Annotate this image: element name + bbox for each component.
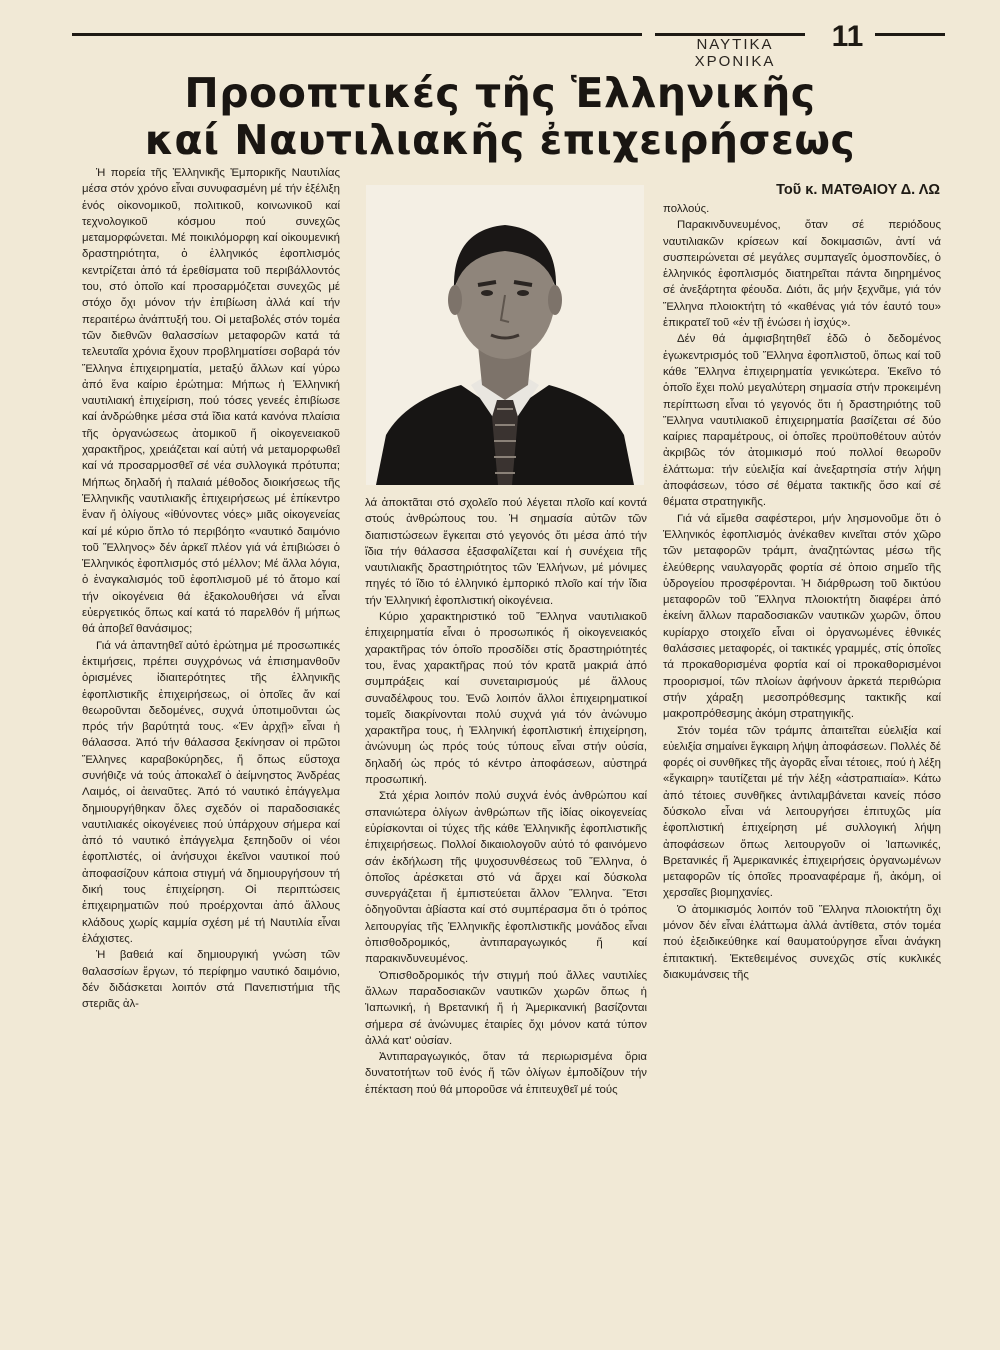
- paragraph: Στόν τομέα τῶν τράμπς ἀπαιτεῖται εὐελιξία καί εὐελιξία σημαίνει ἔγκαιρη λήψη ἀποφάσεων. Πολλές δέ φορές οἱ συνθῆκες τῆς ἀγορᾶς εἶναι τέτοιες, πού ἡ λέξη «ἔγκαιρη» ταυτίζεται μέ τήν λέξη «ἀστραπιαία». Κάτω ἀπό τέτοιες συνθῆκες ἀντιλαμβάνεται κανείς πόσο δύσκολο εἶναι νά λειτουργήσει ἐπιτυχῶς μία ἐφοπλιστική ἐπιχείρηση μέ συλλογική λήψη ἀποφάσεων ὅπως λειτουργοῦν οἱ Ἰαπωνικές, Βρετανικές ἤ Ἀμερικανικές ἐπιχειρήσεις ὀργανωμένων μεταφορῶν τίς ὁποῖες προαναφέραμε ἤ, ἀκόμη, οἱ χερσαῖες βιομηχανίες.: [663, 724, 941, 900]
- title-line: καί Ναυτιλιακῆς ἐπιχειρήσεως: [144, 116, 856, 164]
- paragraph: πολλούς.: [663, 203, 710, 215]
- paragraph: Ἡ βαθειά καί δημιουργική γνώση τῶν θαλασσίων ἔργων, τό περίφημο ναυτικό δαιμόνιο, δέν διδάσκεται λοιπόν στά Πανεπιστήμια τῆς στεριᾶς ἀλ-: [82, 949, 340, 1011]
- byline: Τοῦ κ. ΜΑΤΘΑΙΟΥ Δ. ΛΩ: [776, 182, 940, 198]
- paragraph: Ὁ ἀτομικισμός λοιπόν τοῦ Ἕλληνα πλοιοκτήτη ὄχι μόνον δέν εἶναι ἐλάττωμα ἀλλά ἀντίθετα, στόν τομέα πού ἐξειδικεύθηκε καί θαυματούργησε εἶναι ἀνάγκη ἐπιτακτική. Ἐκτεθειμένος συνεχῶς στίς κυκλικές διακυμάνσεις τῆς: [663, 903, 941, 981]
- paragraph: Γιά νά ἀπαντηθεῖ αὐτό ἐρώτημα μέ προσωπικές ἐκτιμήσεις, πρέπει συγχρόνως νά ἐπισημανθοῦν ὁρισμένες ἰδιαιτερότητες τῆς ἑλληνικῆς ἐφοπλιστικῆς ἐπιχειρήσεως, οἱ ὁποῖες ἄν καί θεωροῦνται δεδομένες, συχνά ὑποτιμοῦνται ὡς πρός τήν βαρύτητά τους. «Ἐν ἀρχῇ» εἶναι ἡ θάλασσα. Ἀπό τήν θάλασσα ξεκίνησαν οἱ πρῶτοι Ἕλληνες καραβοκύρηδες, ἤ ὅπως εὔστοχα συνήθιζε νά τούς ἀποκαλεῖ ὁ ἀείμνηστος Ἀνδρέας Λαιμός, οἱ ἀειναῦτες. Ἀπό τό ναυτικό ἐπάγγελμα δημιουργήθηκαν ὅλες σχεδόν οἱ παραδοσιακές ναυτιλιακές οἰκογένειες πού ὑπάρχουν σήμερα καί ἀπό τό ναυτικό ἐπάγγελμα ξεπηδοῦν οἱ νέοι ἐφοπλιστές, οἱ ἀνήσυχοι ἐκεῖνοι ναυτικοί πού ἀποφασίζουν κάποια στιγμή νά δημιουργήσουν τή δική τους ἐπιχείρηση. Οἱ περιπτώσεις ἐπιχειρηματιῶν πού προέρχονται ἀπό ἄλλους κλάδους χωρίς καμμία σχέση μέ τή Ναυτιλία εἶναι ἐλάχιστες.: [82, 639, 340, 945]
- paragraph: Γιά νά εἴμεθα σαφέστεροι, μήν λησμονοῦμε ὅτι ὁ Ἑλληνικός ἐφοπλισμός ἀνέκαθεν κινεῖται στόν χῶρο τῶν μεταφορῶν τράμπ, ἀναζητώντας μέσω τῆς ἐλεύθερης ναυλαγορᾶς φορτία σέ ὁποιο σημεῖο τῆς ὑδρογείου προσφέρονται. Ἡ διάρθρωση τοῦ δικτύου μεταφορῶν τοῦ Ἕλληνα πλοιοκτήτη διαφέρει ἀπό ἐκείνη ἄλλων παραδοσιακῶν ναυτικῶν χωρῶν, ὅπου κυρίαρχο στοιχεῖο εἶναι οἱ ὀργανωμένες ἐθνικές θαλάσσιες μεταφορές, οἱ τακτικές γραμμές, στίς ὁποῖες τά προκαθορισμένα φορτία καί οἱ προκαθορισμένοι προορισμοί, τῶν πλοίων ἀφήνουν ἀρκετά περιθώρια στήν χάραξη μεσοπρόθεσμης τακτικῆς καί μακροπρόθεσμης ἀκόμη στρατηγικῆς.: [663, 512, 941, 721]
- paragraph: Ὀπισθοδρομικός τήν στιγμή πού ἄλλες ναυτιλίες ἄλλων παραδοσιακῶν ναυτικῶν χωρῶν ὅπως ἡ Ἰαπωνική, ἡ Βρετανική ἤ ἡ Ἀμερικανική βασίζονται σήμερα σέ ἀνώνυμες ἑταιρίες ὄχι μόνον κατά τύπον ἀλλά κατ' οὐσίαν.: [365, 969, 647, 1047]
- text-column-1: [82, 165, 340, 1315]
- running-head: ΝΑΥΤΙΚΑ ΧΡΟΝΙΚΑ: [694, 36, 776, 70]
- author-portrait: [366, 185, 644, 485]
- paragraph: Παρακινδυνευμένος, ὅταν σέ περιόδους ναυτιλιακῶν κρίσεων καί δοκιμασιῶν, ἀντί νά συσπειρώνεται σέ μεγάλες συμπαγεῖς ὁμοσπονδίες, ὁ ἑλληνικός ἐφοπλισμός διατηρεῖται πάντα διηρημένος σέ ἀνεξάρτητα φέουδα. Διότι, ἄς μήν ξεχνᾶμε, γιά τόν Ἕλληνα πλοιοκτήτη τό «καθένας γιά τόν ἑαυτό του» ἐπικρατεῖ τοῦ «ἐν τῇ ἑνώσει ἡ ἰσχύς».: [663, 219, 941, 330]
- text-column-3: [663, 201, 941, 1315]
- header-rule: [72, 33, 642, 36]
- article-title: [120, 70, 880, 164]
- paragraph: Ἡ πορεία τῆς Ἑλληνικῆς Ἐμπορικῆς Ναυτιλίας μέσα στόν χρόνο εἶναι συνυφασμένη μέ τήν ἐξέλιξη ἑνός οἰκονομικοῦ, πολιτικοῦ, κοινωνικοῦ καί τεχνολογικοῦ κόσμου πού συνεχῶς μεταμορφώνεται. Μέ ποικιλόμορφη καί οἰκουμενική δραστηριότητα, ὁ ἑλληνικός ἐφοπλισμός κεντρίζεται ἀπό τά ἐρεθίσματα τοῦ περιβάλλοντός του, στό ὁποῖο καί προσαρμόζεται συνεχῶς μέ στόχο ὄχι μόνον τήν ἐπιβίωση ἀλλά καί τήν περαιτέρω ἀνάπτυξή του. Οἱ μεταβολές στόν τομέα τῶν διεθνῶν θαλασσίων μεταφορῶν κατά τά τελευταῖα χρόνια ἔχουν προβληματίσει σοβαρά τόν Ἕλληνα ἐπιχειρηματία, μεταξύ ἄλλων καί γύρω ἀπό ἕνα καίριο ἐρώτημα: Μήπως ἡ Ἑλληνική ναυτιλιακή ἐπιχείριση, πού τόσες γενεές ἐπιβίωσε καί ἀνδρώθηκε μέσα στά ἴδια κατά κανόνα πλαίσια τῆς ὀργανώσεως ἀτομικοῦ ἤ οἰκογενειακοῦ χαρακτῆρος, χρειάζεται καί αὐτή νά μεταμορφωθεῖ καί νά προσαρμοσθεῖ σέ νέα συλλογικά πρότυπα; Μήπως δηλαδή ἡ παλαιά μέθοδος διοικήσεως τῆς Ἑλληνικῆς ναυτιλιακῆς ἐπιχειρήσεως μέ ἐπίκεντρο ἕναν ἤ ὀλίγους «ἰθύνοντες νόες» μιᾶς οἰκογενείας καί μέ κύριο ὅπλο τό περιβόητο «ναυτικό δαιμόνιο τοῦ Ἕλληνος» δέν ἀρκεῖ πλέον γιά νά ἐπιβιώσει ὁ Ἑλληνικός ἐφοπλισμός στό μέλλον; Μέ ἄλλα λόγια, ὁ ἐναγκαλισμός τοῦ ἐφοπλισμοῦ μέ τό ἄτομο καί τήν οἰκογένεια θά ἐξακολουθήσει νά εἶναι εὐεργετικός ὅπως καί κατά τό παρελθόν ἤ μήπως θά ἀποβεῖ θανάσιμος;: [82, 167, 340, 636]
- title-line: Προοπτικές τῆς Ἑλληνικῆς: [184, 69, 816, 117]
- paragraph: Στά χέρια λοιπόν πολύ συχνά ἑνός ἀνθρώπου καί σπανιώτερα ὀλίγων ἀνθρώπων τῆς ἰδίας οἰκογενείας εὑρίσκονται οἱ τύχες τῆς κάθε Ἑλληνικῆς ἐφοπλιστικῆς ἐπιχειρήσεως. Πολλοί δικαιολογοῦν αὐτό τό φαινόμενο σάν ἐκδήλωση τῆς ψυχοσυνθέσεως τοῦ Ἕλληνα, ὁ ὁποῖος ἀρέσκεται στό νά ἄρχει καί δύσκολα συνεργάζεται ἤ ἐμπιστεύεται ἄλλον Ἕλληνα. Ἔτσι ὁδηγοῦνται ἀβίαστα καί στό συμπέρασμα ὅτι ὁ τρόπος λειτουργίας τῆς Ἑλληνικῆς ἐφοπλιστικῆς μονάδος εἶναι ὀπισθοδρομικός, ἀντιπαραγωγικός ἤ καί παρακινδυνευμένος.: [365, 790, 647, 966]
- paragraph: Κύριο χαρακτηριστικό τοῦ Ἕλληνα ναυτιλιακοῦ ἐπιχειρηματία εἶναι ὁ προσωπικός ἤ οἰκογενειακός χαρακτῆρας τόν ὁποῖο προσδίδει στίς δραστηριότητές του, ἕνας χαρακτῆρας πού τόν κρατᾶ μακριά ἀπό συμπράξεις καί συνεταιρισμούς μέ ἄλλους συναδέλφους του. Ἐνῶ λοιπόν ἄλλοι ἐπιχειρηματικοί τομεῖς διακρίνονται πολύ συχνά γιά τόν ἀνώνυμο χαρακτῆρα τους, ἡ Ἑλληνική ἐφοπλιστική ἐπιχείρηση, ἀνώνυμη ὡς πρός τούς τύπους εἶναι στήν οὐσία, δηλαδή ὡς πρός τό κέντρο ἀποφάσεων, αὐστηρά προσωπική.: [365, 611, 647, 787]
- page-number: 11: [831, 20, 864, 53]
- paragraph: λά ἀποκτᾶται στό σχολεῖο πού λέγεται πλοῖο καί κοντά στούς ἀνθρώπους του. Ἡ σημασία αὐτῶν τῶν διαπιστώσεων ἔγκειται στό γεγονός ὅτι μέσα ἀπό τήν ἴδια τήν θάλασσα ἐξασφαλίζεται καί ἡ συνέχεια τῆς ναυτιλιακῆς δραστηριότητος τῶν Ἑλλήνων, μέ μόνιμες πηγές τό ἴδιο τό ἑλληνικό ἐμπορικό πλοῖο καί τήν ἴδια τήν Ἑλληνική ἐφοπλιστική οἰκογένεια.: [365, 497, 647, 607]
- paragraph: Δέν θά ἀμφισβητηθεῖ ἐδῶ ὁ δεδομένος ἐγωκεντρισμός τοῦ Ἕλληνα ἐφοπλιστοῦ, ὅπως καί τοῦ κάθε Ἕλληνα ἐπιχειρηματία γενικώτερα. Ἐκεῖνο τό ὁποῖο ἔχει πολύ μεγαλύτερη σημασία στήν προκειμένη περίπτωση εἶναι τό γεγονός ὅτι ἡ δραστηριότης τοῦ Ἕλληνα ναυτιλιακοῦ ἐπιχειρηματία βασίζεται σέ δύο καίριες παραμέτρους, οἱ ὁποῖες προϋποθέτουν αὐτόν ἀκριβῶς τόν ἀτομικισμό πού πολλοί θεωροῦν ἐλάττωμα: τήν εὐελιξία καί ἀνεξαρτησία στήν λήψη ἀποφάσεων, τόσο σέ θέματα τακτικῆς ὅσο καί σέ θέματα στρατηγικῆς.: [663, 333, 941, 509]
- text-column-2: [365, 495, 647, 1315]
- paragraph: Ἀντιπαραγωγικός, ὅταν τά περιωρισμένα ὅρια δυνατοτήτων τοῦ ἑνός ἤ τῶν ὀλίγων ἐμποδίζουν τήν ἐπέκταση πού θά μποροῦσε νά ἐπιτευχθεῖ μέ τούς: [365, 1051, 647, 1096]
- header-rule: [875, 33, 945, 36]
